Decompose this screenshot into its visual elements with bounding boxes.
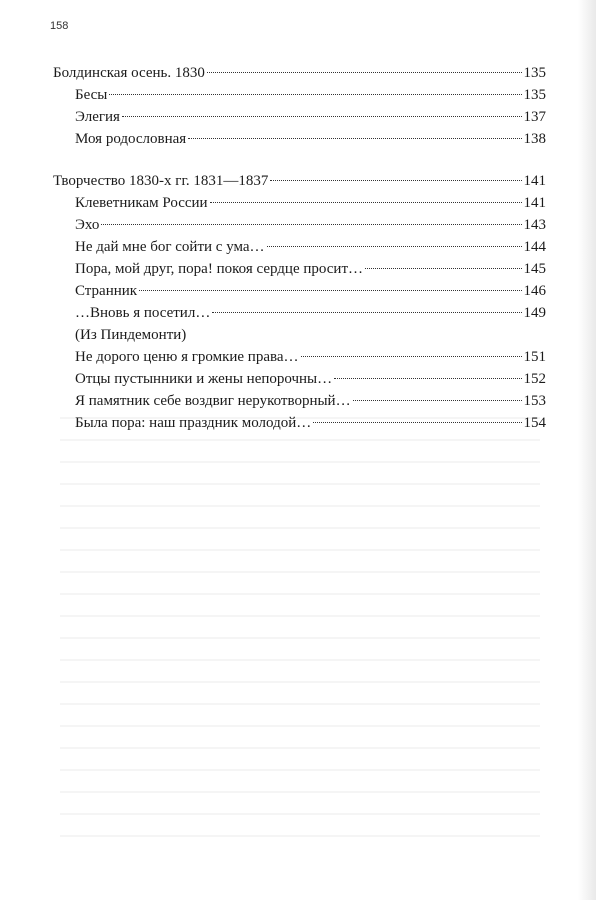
dot-leader <box>334 377 521 379</box>
dot-leader <box>210 201 522 203</box>
dot-leader <box>122 115 522 117</box>
toc-entry[interactable] <box>53 302 546 324</box>
toc-entry-title: Эхо <box>75 217 100 233</box>
toc-entry-title: …Вновь я посетил… <box>75 305 211 321</box>
toc-entry[interactable] <box>53 84 546 106</box>
toc-entry-page: 145 <box>523 261 546 277</box>
toc-entry-title: Странник <box>75 283 138 299</box>
dot-leader <box>139 289 521 291</box>
toc-entry-page: 154 <box>523 415 546 431</box>
toc-entry-page: 152 <box>523 371 546 387</box>
toc-entry-title: (Из Пиндемонти) <box>75 327 187 343</box>
toc-entry-page: 143 <box>523 217 546 233</box>
toc-entry[interactable] <box>53 106 546 128</box>
dot-leader <box>353 399 522 401</box>
toc-entry-page: 153 <box>523 393 546 409</box>
dot-leader <box>109 93 521 95</box>
dot-leader <box>365 267 521 269</box>
dot-leader <box>301 355 522 357</box>
toc-entry-title: Творчество 1830-х гг. 1831—1837 <box>53 173 269 189</box>
toc-entry[interactable] <box>53 280 546 302</box>
toc-entry-page: 141 <box>523 195 546 211</box>
dot-leader <box>313 421 521 423</box>
dot-leader <box>267 245 522 247</box>
dot-leader <box>212 311 521 313</box>
toc-entry-title: Элегия <box>75 109 120 125</box>
toc-entry[interactable] <box>53 128 546 150</box>
toc-entry-title: Бесы <box>75 87 108 103</box>
toc-entry[interactable] <box>53 192 546 214</box>
toc-entry-title: Не дай мне бог сойти с ума… <box>75 239 265 255</box>
bleed-through-texture <box>60 400 540 840</box>
toc-entry-title: Была пора: наш праздник молодой… <box>75 415 312 431</box>
toc-entry-subtitle <box>53 324 546 346</box>
toc-entry-page: 146 <box>523 283 546 299</box>
toc-entry-page: 135 <box>523 65 546 81</box>
dot-leader <box>188 137 521 139</box>
page-number: 158 <box>50 20 69 32</box>
toc-entry-title: Я памятник себе воздвиг нерукотворный… <box>75 393 351 409</box>
toc-section-heading[interactable] <box>53 170 546 192</box>
toc-section <box>53 62 546 150</box>
toc-entry-title: Не дорого ценю я громкие права… <box>75 349 299 365</box>
toc-section <box>53 170 546 434</box>
dot-leader <box>270 179 521 181</box>
toc-entry-page: 144 <box>523 239 546 255</box>
dot-leader <box>101 223 521 225</box>
toc-entry[interactable] <box>53 368 546 390</box>
toc-entry[interactable] <box>53 236 546 258</box>
toc-entry[interactable] <box>53 390 546 412</box>
toc-entry-page: 138 <box>523 131 546 147</box>
toc-entry-page: 141 <box>523 173 546 189</box>
dot-leader <box>207 71 522 73</box>
toc-entry-title: Моя родословная <box>75 131 187 147</box>
toc-entry-page: 135 <box>523 87 546 103</box>
toc-entry[interactable] <box>53 346 546 368</box>
toc-entry-title: Отцы пустынники и жены непорочны… <box>75 371 333 387</box>
toc-entry-title: Клеветникам России <box>75 195 208 211</box>
toc-entry-page: 151 <box>523 349 546 365</box>
toc-entry[interactable] <box>53 258 546 280</box>
page-edge-shadow <box>578 0 596 900</box>
toc-entry-title: Болдинская осень. 1830 <box>53 65 205 81</box>
table-of-contents <box>53 62 546 454</box>
toc-section-heading[interactable] <box>53 62 546 84</box>
toc-entry-page: 137 <box>523 109 546 125</box>
toc-entry-page: 149 <box>523 305 546 321</box>
toc-entry-title: Пора, мой друг, пора! покоя сердце просит… <box>75 261 364 277</box>
toc-entry[interactable] <box>53 412 546 434</box>
toc-entry[interactable] <box>53 214 546 236</box>
